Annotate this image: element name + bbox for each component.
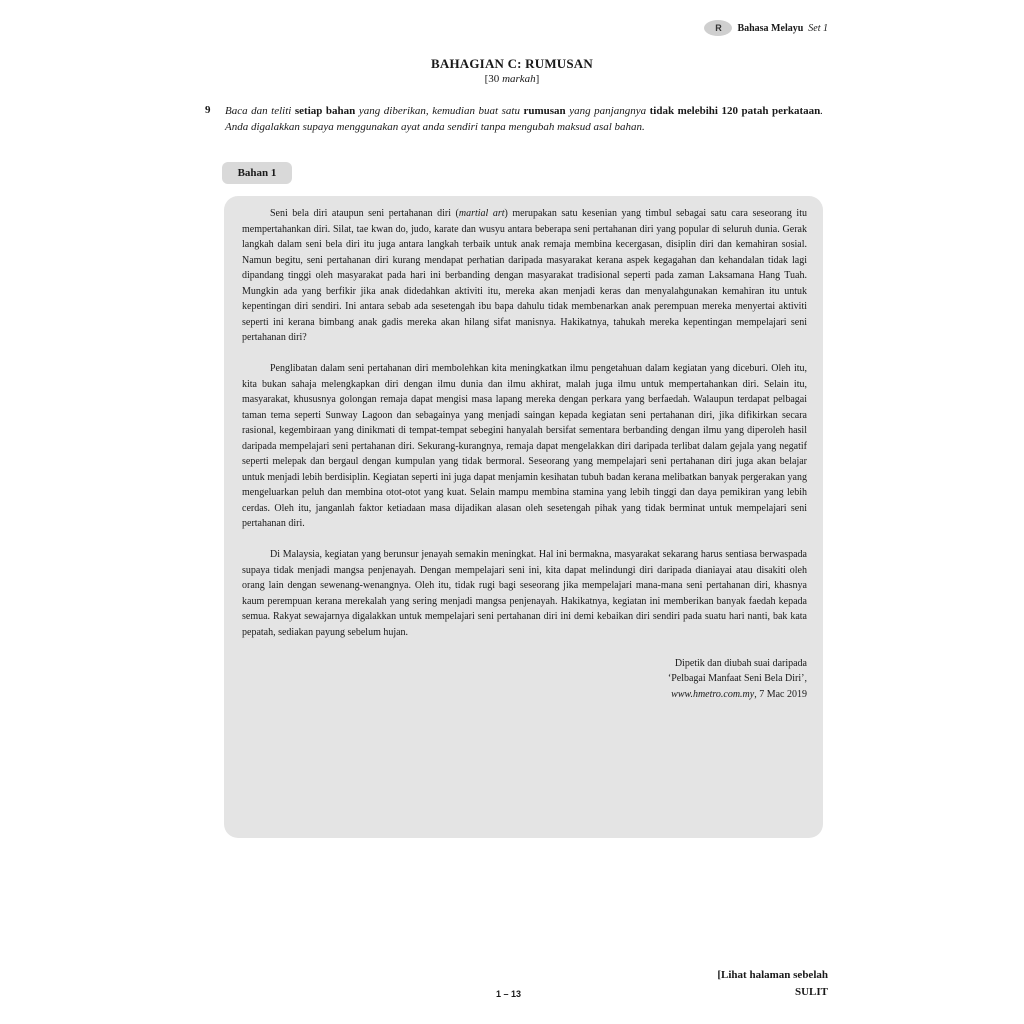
paragraph-2: Penglibatan dalam seni pertahanan diri membolehkan kita meningkatkan ilmu pengetahuan dalam kegiatan yang diceburi. Oleh itu, kita bukan sahaja melengkapkan diri dengan ilmu dunia dan ilmu akhirat, malah juga ilmu untuk mempertahankan diri. Selain itu, masyarakat, khususnya golongan remaja dapat mengisi masa lapang mereka dengan perkara yang berfaedah. Walaupun terdapat pelbagai taman tema seperti Sunway Lagoon dan sebagainya yang menjadi saingan kepada kegiatan seni pertahanan diri, jika difikirkan secara rasional, kegembiraan yang dinikmati di tempat-tempat sebegini hanyalah bersifat sementara berbanding dengan ilmu yang diperoleh hasil daripada mempelajari seni pertahanan diri. Sekurang-kurangnya, remaja dapat mengelakkan diri daripada terlibat dalam gejala yang negatif seperti melepak dan bergaul dengan kumpulan yang tidak bermoral. Seseorang yang mempelajari seni pertahanan diri juga akan belajar untuk menjadi lebih berdisiplin. Kegiatan seperti ini juga dapat menjamin kesihatan tubuh badan kerana melibatkan banyak pergerakan yang mengeluarkan peluh dan membina otot-otot yang kuat. Selain mampu membina stamina yang lebih tinggi dan daya pemikiran yang lebih cerdas. Oleh itu, janganlah faktor ketiadaan masa dijadikan alasan oleh sesetengah pihak yang tidak berminat untuk mempelajari seni pertahanan diri. [242, 363, 807, 529]
section-title: BAHAGIAN C: RUMUSAN [431, 56, 593, 71]
subject-label: Bahasa Melayu [737, 22, 804, 34]
citation-line-3: www.hmetro.com.my, 7 Mac 2019 [671, 688, 807, 700]
page-number: 1 – 13 [496, 989, 522, 999]
material-text-box [224, 196, 823, 838]
paragraph-1: Seni bela diri ataupun seni pertahanan diri (martial art) merupakan satu kesenian yang timbul sebagai satu cara seseorang itu mempertahankan diri. Silat, tae kwan do, judo, karate dan wusyu antara beberapa seni pertahanan diri yang popular di seluruh dunia. Gerak langkah dalam seni bela diri itu juga antara langkah terbaik untuk anak remaja membina kecergasan, disiplin diri dan kemahiran sosial. Namun begitu, seni pertahanan diri kurang mendapat perhatian daripada masyarakat kerana aspek kegagahan dan kehandalan tidak lagi dipandang tinggi oleh masyarakat pada hari ini berbanding dengan masyarakat tradisional seperti pada zaman Laksamana Hang Tuah. Mungkin ada yang berfikir jika anak didedahkan aktiviti itu, mereka akan menjadi keras dan menyalahgunakan kemahiran itu untuk kepentingan diri sendiri. Ini antara sebab ada sesetengah ibu bapa dahulu tidak membenarkan anak perempuan mereka menyertai aktiviti seperti ini kerana bimbang anak gadis mereka akan hilang sifat manisnya. Hakikatnya, tahukah mereka kepentingan mempelajari seni pertahanan diri? [242, 208, 807, 343]
question-instruction: Baca dan teliti setiap bahan yang diberikan, kemudian buat satu rumusan yang panjangnya tidak melebihi 120 patah perkataan. Anda digalakkan supaya menggunakan ayat anda sendiri tanpa mengubah maksud asal bahan. [225, 105, 824, 133]
citation-line-1: Dipetik dan diubah suai daripada [674, 657, 807, 669]
page-header [704, 20, 828, 36]
citation-url: www.hmetro.com.my [671, 688, 755, 700]
question-number: 9 [205, 104, 211, 116]
classification-label: SULIT [794, 986, 828, 998]
material-label: Bahan 1 [222, 162, 292, 184]
section-marks: [30 markah] [484, 73, 540, 85]
citation-line-2: ‘Pelbagai Manfaat Seni Bela Diri’, [667, 673, 807, 684]
publisher-logo: R [704, 20, 732, 36]
set-label: Set 1 [808, 22, 828, 34]
source-citation [242, 656, 807, 703]
paragraph-3: Di Malaysia, kegiatan yang berunsur jenayah semakin meningkat. Hal ini bermakna, masyarakat sekarang harus sentiasa berwaspada supaya tidak menjadi mangsa penjenayah. Dengan mempelajari seni ini, kita dapat melindungi diri daripada dianiayai atau disakiti oleh orang lain dengan sewenang-wenangnya. Oleh itu, tidak rugi bagi seseorang jika mempelajari mana-mana seni pertahanan diri, khasnya kaum perempuan kerana merekalah yang sering menjadi mangsa penjenayah. Hakikatnya, kegiatan ini memberikan banyak faedah kepada semua. Rakyat sewajarnya digalakkan untuk mempelajari seni pertahanan diri ini demi kebaikan diri sendiri pada suatu hari nanti, bak kata pepatah, sediakan payung sebelum hujan. [242, 549, 807, 638]
next-page-note: [Lihat halaman sebelah [717, 969, 828, 981]
